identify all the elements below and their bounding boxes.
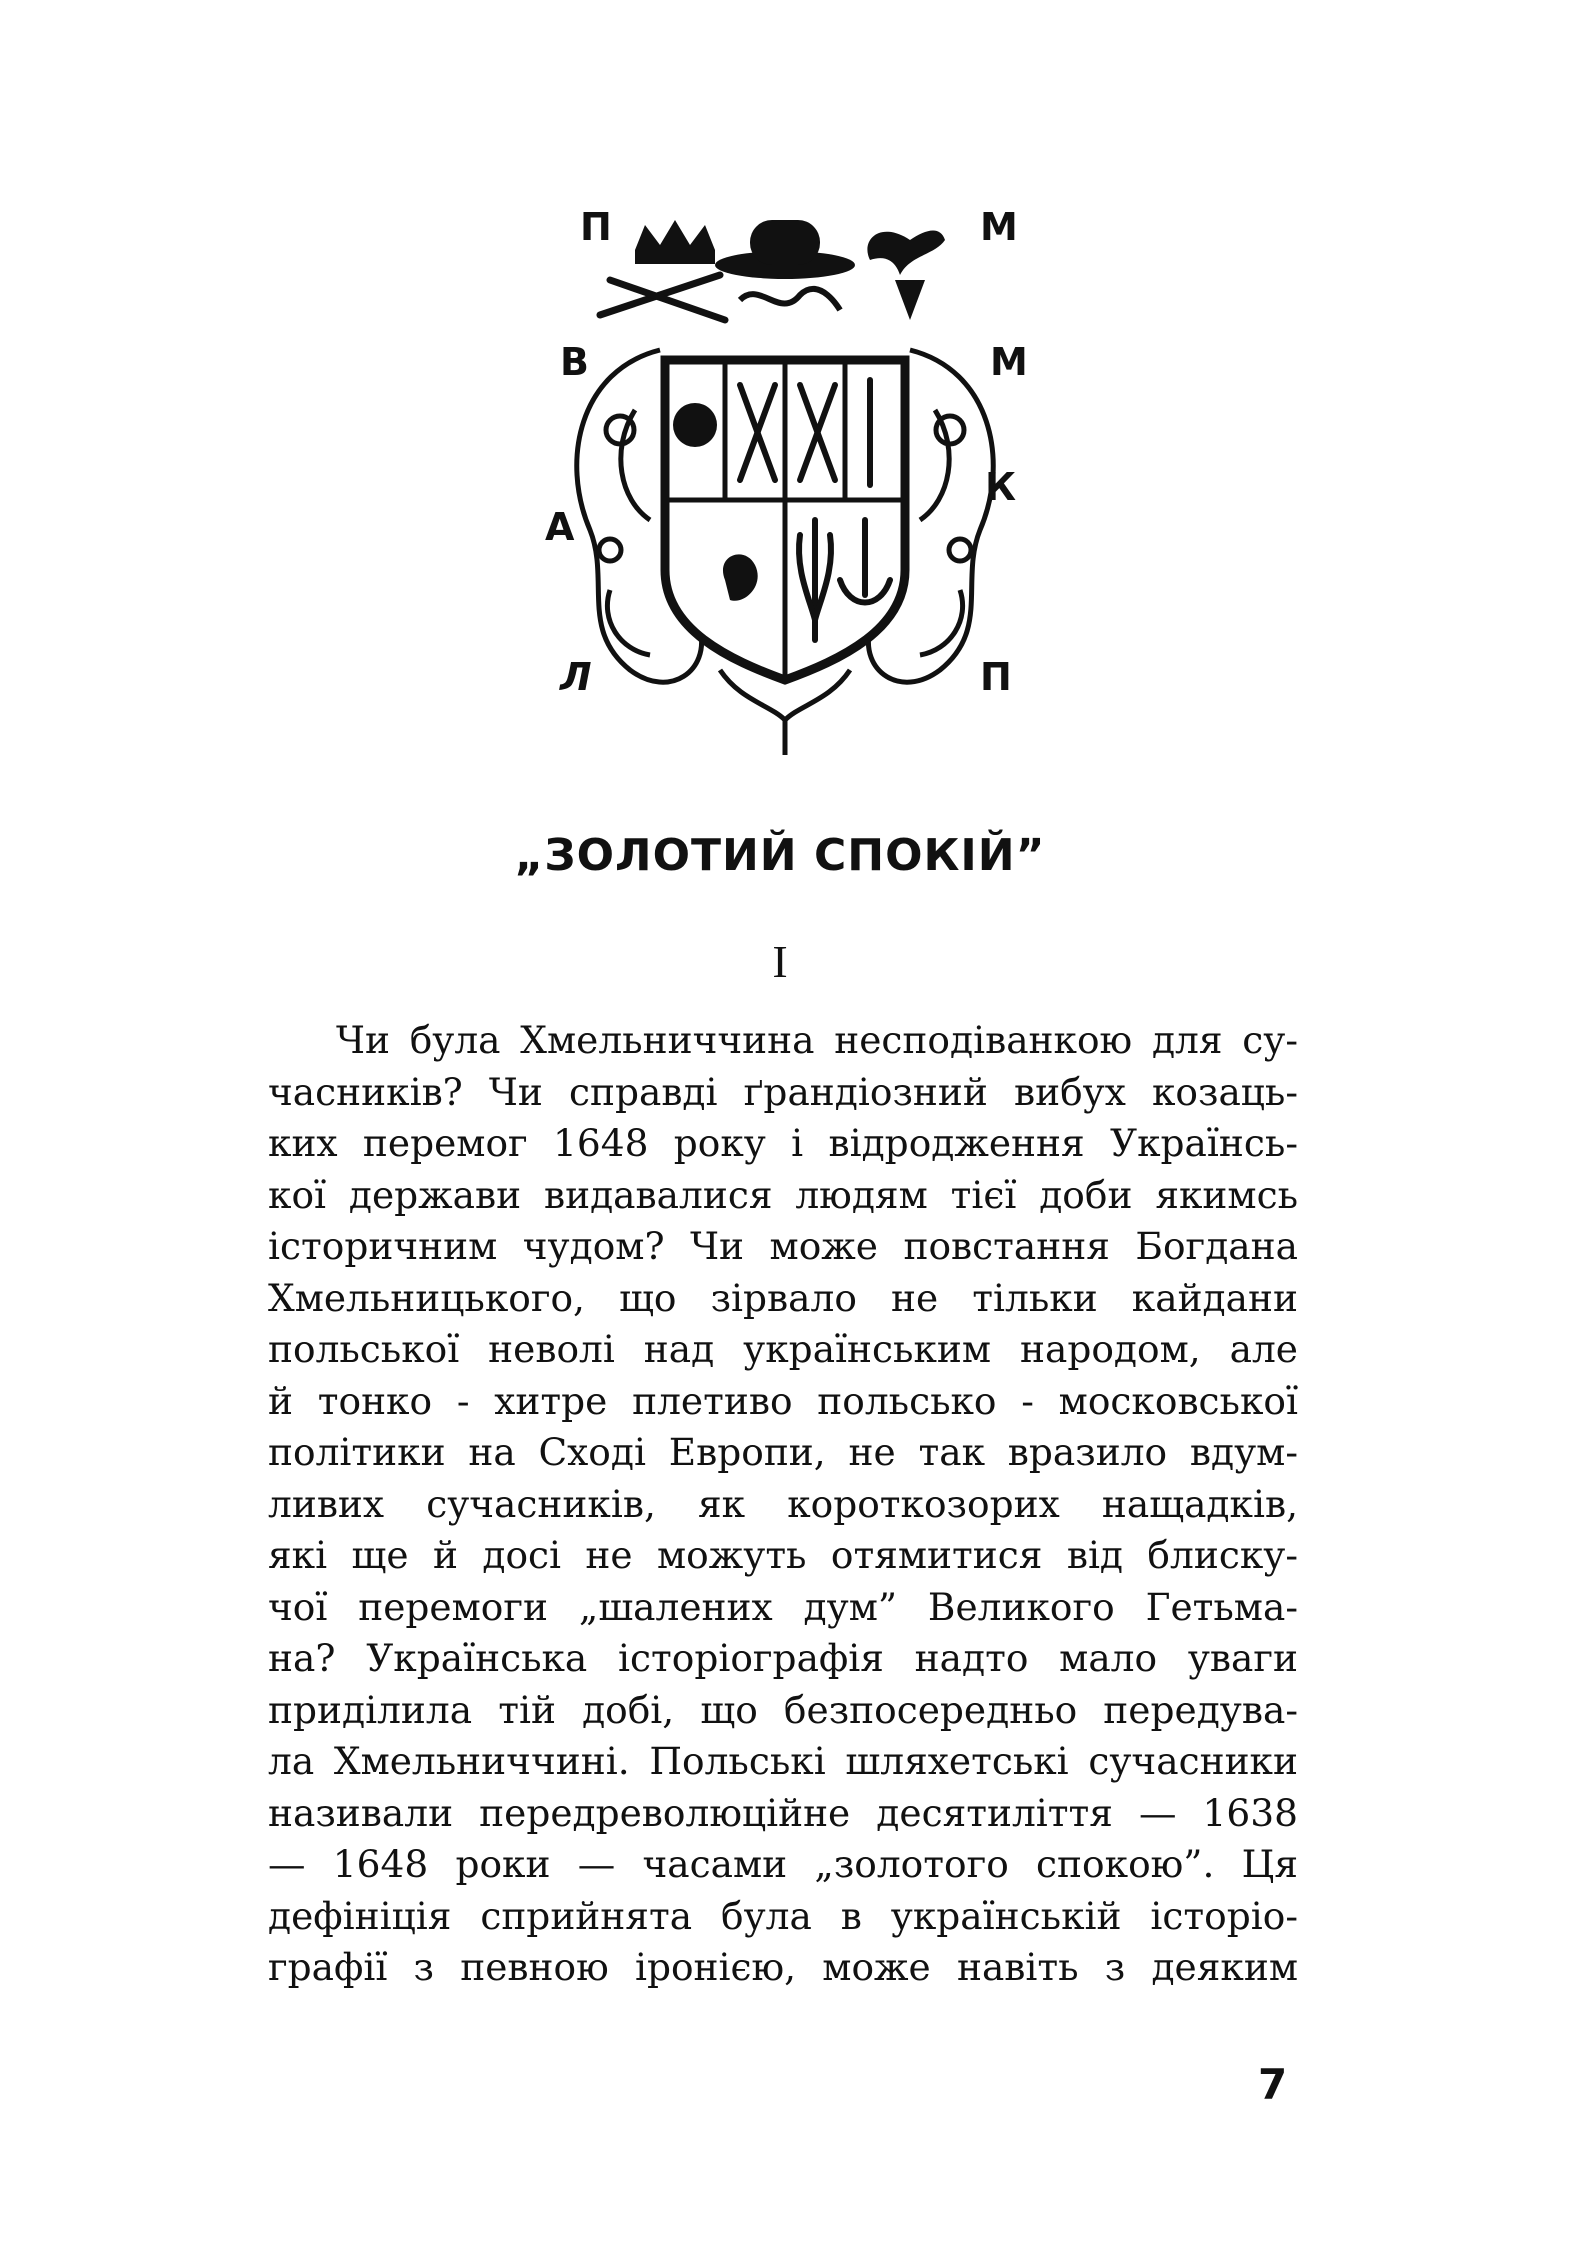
text-line: ла Хмельниччині. Польські шляхетські сучасники <box>268 1739 1298 1783</box>
emblem-letter-top-right: М <box>980 205 1018 249</box>
emblem-letter-bottom-right: П <box>980 655 1012 699</box>
coat-of-arms <box>540 200 1030 760</box>
emblem-letter-upper-left: В <box>560 340 589 384</box>
text-line: чої перемоги „шалених дум” Великого Гетьма- <box>268 1584 1298 1629</box>
text-line: ливих сучасників, як короткозорих нащадків, <box>268 1481 1298 1526</box>
text-line: на? Українська історіографія надто мало уваги <box>268 1636 1298 1680</box>
emblem-letter-middle-right: К <box>985 465 1017 509</box>
coat-of-arms-emblem <box>540 200 1030 760</box>
text-line: ких перемог 1648 року і відродження Українсь- <box>268 1121 1298 1165</box>
emblem-letter-upper-right: М <box>990 340 1028 384</box>
text-line: дефініція сприйнята була в українській історіо- <box>268 1893 1298 1938</box>
text-line: й тонко - хитре плетиво польсько - московської <box>268 1378 1298 1423</box>
page-number: 7 <box>1258 2060 1288 2109</box>
emblem-letter-middle-left: А <box>545 505 575 549</box>
text-line: польської неволі над українським народом, але <box>268 1327 1298 1371</box>
text-line: приділила тій добі, що безпосередньо передува- <box>268 1687 1298 1732</box>
text-line: Хмельницького, що зірвало не тільки кайдани <box>268 1275 1298 1320</box>
emblem-letter-bottom-left: Л <box>560 655 592 699</box>
text-line: кої держави видавалися людям тієї доби якимсь <box>268 1172 1298 1217</box>
emblem-letter-top-left: П <box>580 205 612 249</box>
chapter-title: „ЗОЛОТИЙ СПОКІЙ” <box>514 830 1046 881</box>
text-line: які ще й досі не можуть отямитися від блиску- <box>268 1533 1298 1577</box>
section-number: І <box>772 936 788 987</box>
body-text <box>268 1015 1298 1994</box>
text-line: історичним чудом? Чи може повстання Богдана <box>268 1224 1298 1268</box>
text-line: називали передреволюційне десятиліття — 1638 <box>268 1790 1298 1835</box>
text-line: графії з певною іронією, може навіть з деяким <box>268 1945 1298 1989</box>
text-line: політики на Сході Европи, не так вразило вдум- <box>268 1430 1298 1474</box>
text-line: — 1648 роки — часами „золотого спокою”. Ця <box>268 1842 1298 1886</box>
text-line: Чи була Хмельниччина несподіванкою для су- <box>336 1018 1298 1062</box>
text-line: часників? Чи справді ґрандіозний вибух козаць- <box>268 1069 1298 1114</box>
